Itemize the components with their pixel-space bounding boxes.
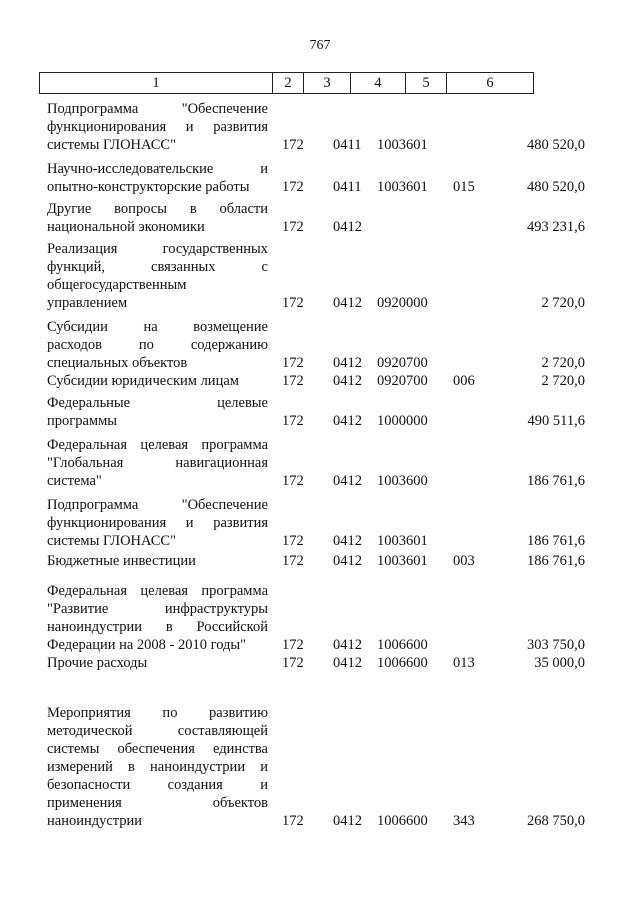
- description-line: методической составляющей: [47, 723, 268, 739]
- row-description: [47, 100, 268, 154]
- description-line: Научно-исследовательские и: [47, 161, 268, 177]
- row-description: [47, 552, 268, 570]
- cell-target-article: 1003600: [377, 473, 428, 489]
- column-header-6: 6: [447, 73, 534, 94]
- description-line: Бюджетные инвестиции: [47, 553, 196, 569]
- cell-section-code: 0412: [333, 533, 362, 549]
- cell-target-article: 1000000: [377, 413, 428, 429]
- description-line: системы ГЛОНАСС": [47, 533, 177, 549]
- cell-amount: 493 231,6: [527, 219, 585, 235]
- cell-amount: 186 761,6: [527, 533, 585, 549]
- description-line: Другие вопросы в области: [47, 201, 268, 217]
- cell-amount: 480 520,0: [527, 137, 585, 153]
- description-line: безопасности создания и: [47, 777, 268, 793]
- description-line: "Глобальная навигационная: [47, 455, 268, 471]
- cell-amount: 268 750,0: [527, 813, 585, 829]
- description-line: Федеральная целевая программа: [47, 583, 268, 599]
- row-description: [47, 436, 268, 490]
- cell-section-code: 0412: [333, 355, 362, 371]
- cell-expense-type: 343: [453, 813, 475, 829]
- description-line: системы обеспечения единства: [47, 741, 268, 757]
- column-header-5: 5: [406, 73, 447, 94]
- column-header-3: 3: [304, 73, 351, 94]
- description-line: измерений в наноиндустрии и: [47, 759, 268, 775]
- cell-amount: 186 761,6: [527, 553, 585, 569]
- row-description: [47, 372, 268, 390]
- row-description: [47, 654, 268, 672]
- row-description: [47, 582, 268, 654]
- cell-amount: 490 511,6: [527, 413, 585, 429]
- cell-admin-code: 172: [282, 813, 304, 829]
- column-header-2: 2: [273, 73, 304, 94]
- cell-admin-code: 172: [282, 637, 304, 653]
- cell-target-article: 1006600: [377, 655, 428, 671]
- row-description: [47, 496, 268, 550]
- cell-amount: 303 750,0: [527, 637, 585, 653]
- cell-admin-code: 172: [282, 473, 304, 489]
- cell-expense-type: 003: [453, 553, 475, 569]
- cell-section-code: 0412: [333, 413, 362, 429]
- row-description: [47, 318, 268, 372]
- cell-admin-code: 172: [282, 413, 304, 429]
- description-line: системы ГЛОНАСС": [47, 137, 177, 153]
- cell-amount: 2 720,0: [541, 373, 585, 389]
- cell-target-article: 1003601: [377, 179, 428, 195]
- description-line: функционирования и развития: [47, 515, 268, 531]
- description-line: Подпрограмма "Обеспечение: [47, 101, 268, 117]
- cell-section-code: 0412: [333, 219, 362, 235]
- description-line: Субсидии юридическим лицам: [47, 373, 239, 389]
- cell-amount: 480 520,0: [527, 179, 585, 195]
- cell-admin-code: 172: [282, 179, 304, 195]
- description-line: Федерации на 2008 - 2010 годы": [47, 637, 247, 653]
- cell-amount: 186 761,6: [527, 473, 585, 489]
- description-line: общегосударственным: [47, 277, 187, 293]
- description-line: опытно-конструкторские работы: [47, 179, 250, 195]
- row-description: [47, 704, 268, 830]
- description-line: расходов по содержанию: [47, 337, 268, 353]
- description-line: функционирования и развития: [47, 119, 268, 135]
- cell-section-code: 0412: [333, 655, 362, 671]
- description-line: Мероприятия по развитию: [47, 705, 268, 721]
- description-line: национальной экономики: [47, 219, 205, 235]
- description-line: наноиндустрии: [47, 813, 143, 829]
- cell-amount: 2 720,0: [541, 355, 585, 371]
- cell-section-code: 0412: [333, 373, 362, 389]
- cell-target-article: 0920000: [377, 295, 428, 311]
- description-line: программы: [47, 413, 117, 429]
- cell-target-article: 1003601: [377, 533, 428, 549]
- description-line: управлением: [47, 295, 128, 311]
- description-line: наноиндустрии в Российской: [47, 619, 268, 635]
- cell-amount: 2 720,0: [541, 295, 585, 311]
- page-number: 767: [309, 38, 331, 53]
- cell-section-code: 0412: [333, 553, 362, 569]
- description-line: специальных объектов: [47, 355, 188, 371]
- cell-target-article: 0920700: [377, 355, 428, 371]
- cell-target-article: 1003601: [377, 137, 428, 153]
- description-line: применения объектов: [47, 795, 268, 811]
- cell-target-article: 1006600: [377, 813, 428, 829]
- description-line: Реализация государственных: [47, 241, 268, 257]
- cell-admin-code: 172: [282, 219, 304, 235]
- description-line: Подпрограмма "Обеспечение: [47, 497, 268, 513]
- cell-admin-code: 172: [282, 553, 304, 569]
- cell-section-code: 0411: [333, 137, 362, 153]
- description-line: Федеральные целевые: [47, 395, 268, 411]
- row-description: [47, 200, 268, 236]
- description-line: Субсидии на возмещение: [47, 319, 268, 335]
- cell-admin-code: 172: [282, 355, 304, 371]
- cell-amount: 35 000,0: [534, 655, 585, 671]
- row-description: [47, 160, 268, 196]
- cell-section-code: 0412: [333, 473, 362, 489]
- description-line: Прочие расходы: [47, 655, 148, 671]
- cell-section-code: 0412: [333, 637, 362, 653]
- cell-section-code: 0412: [333, 295, 362, 311]
- description-line: функций, связанных с: [47, 259, 268, 275]
- cell-section-code: 0411: [333, 179, 362, 195]
- row-description: [47, 240, 268, 312]
- cell-admin-code: 172: [282, 295, 304, 311]
- cell-target-article: 1006600: [377, 637, 428, 653]
- column-header-row: [40, 73, 534, 94]
- cell-admin-code: 172: [282, 137, 304, 153]
- column-header-table: [39, 72, 534, 94]
- cell-expense-type: 013: [453, 655, 475, 671]
- cell-target-article: 1003601: [377, 553, 428, 569]
- description-line: система": [47, 473, 102, 489]
- column-header-1: 1: [40, 73, 273, 94]
- cell-expense-type: 015: [453, 179, 475, 195]
- cell-admin-code: 172: [282, 533, 304, 549]
- row-description: [47, 394, 268, 430]
- cell-section-code: 0412: [333, 813, 362, 829]
- cell-admin-code: 172: [282, 373, 304, 389]
- description-line: Федеральная целевая программа: [47, 437, 268, 453]
- cell-expense-type: 006: [453, 373, 475, 389]
- description-line: "Развитие инфраструктуры: [47, 601, 268, 617]
- cell-target-article: 0920700: [377, 373, 428, 389]
- cell-admin-code: 172: [282, 655, 304, 671]
- column-header-4: 4: [351, 73, 406, 94]
